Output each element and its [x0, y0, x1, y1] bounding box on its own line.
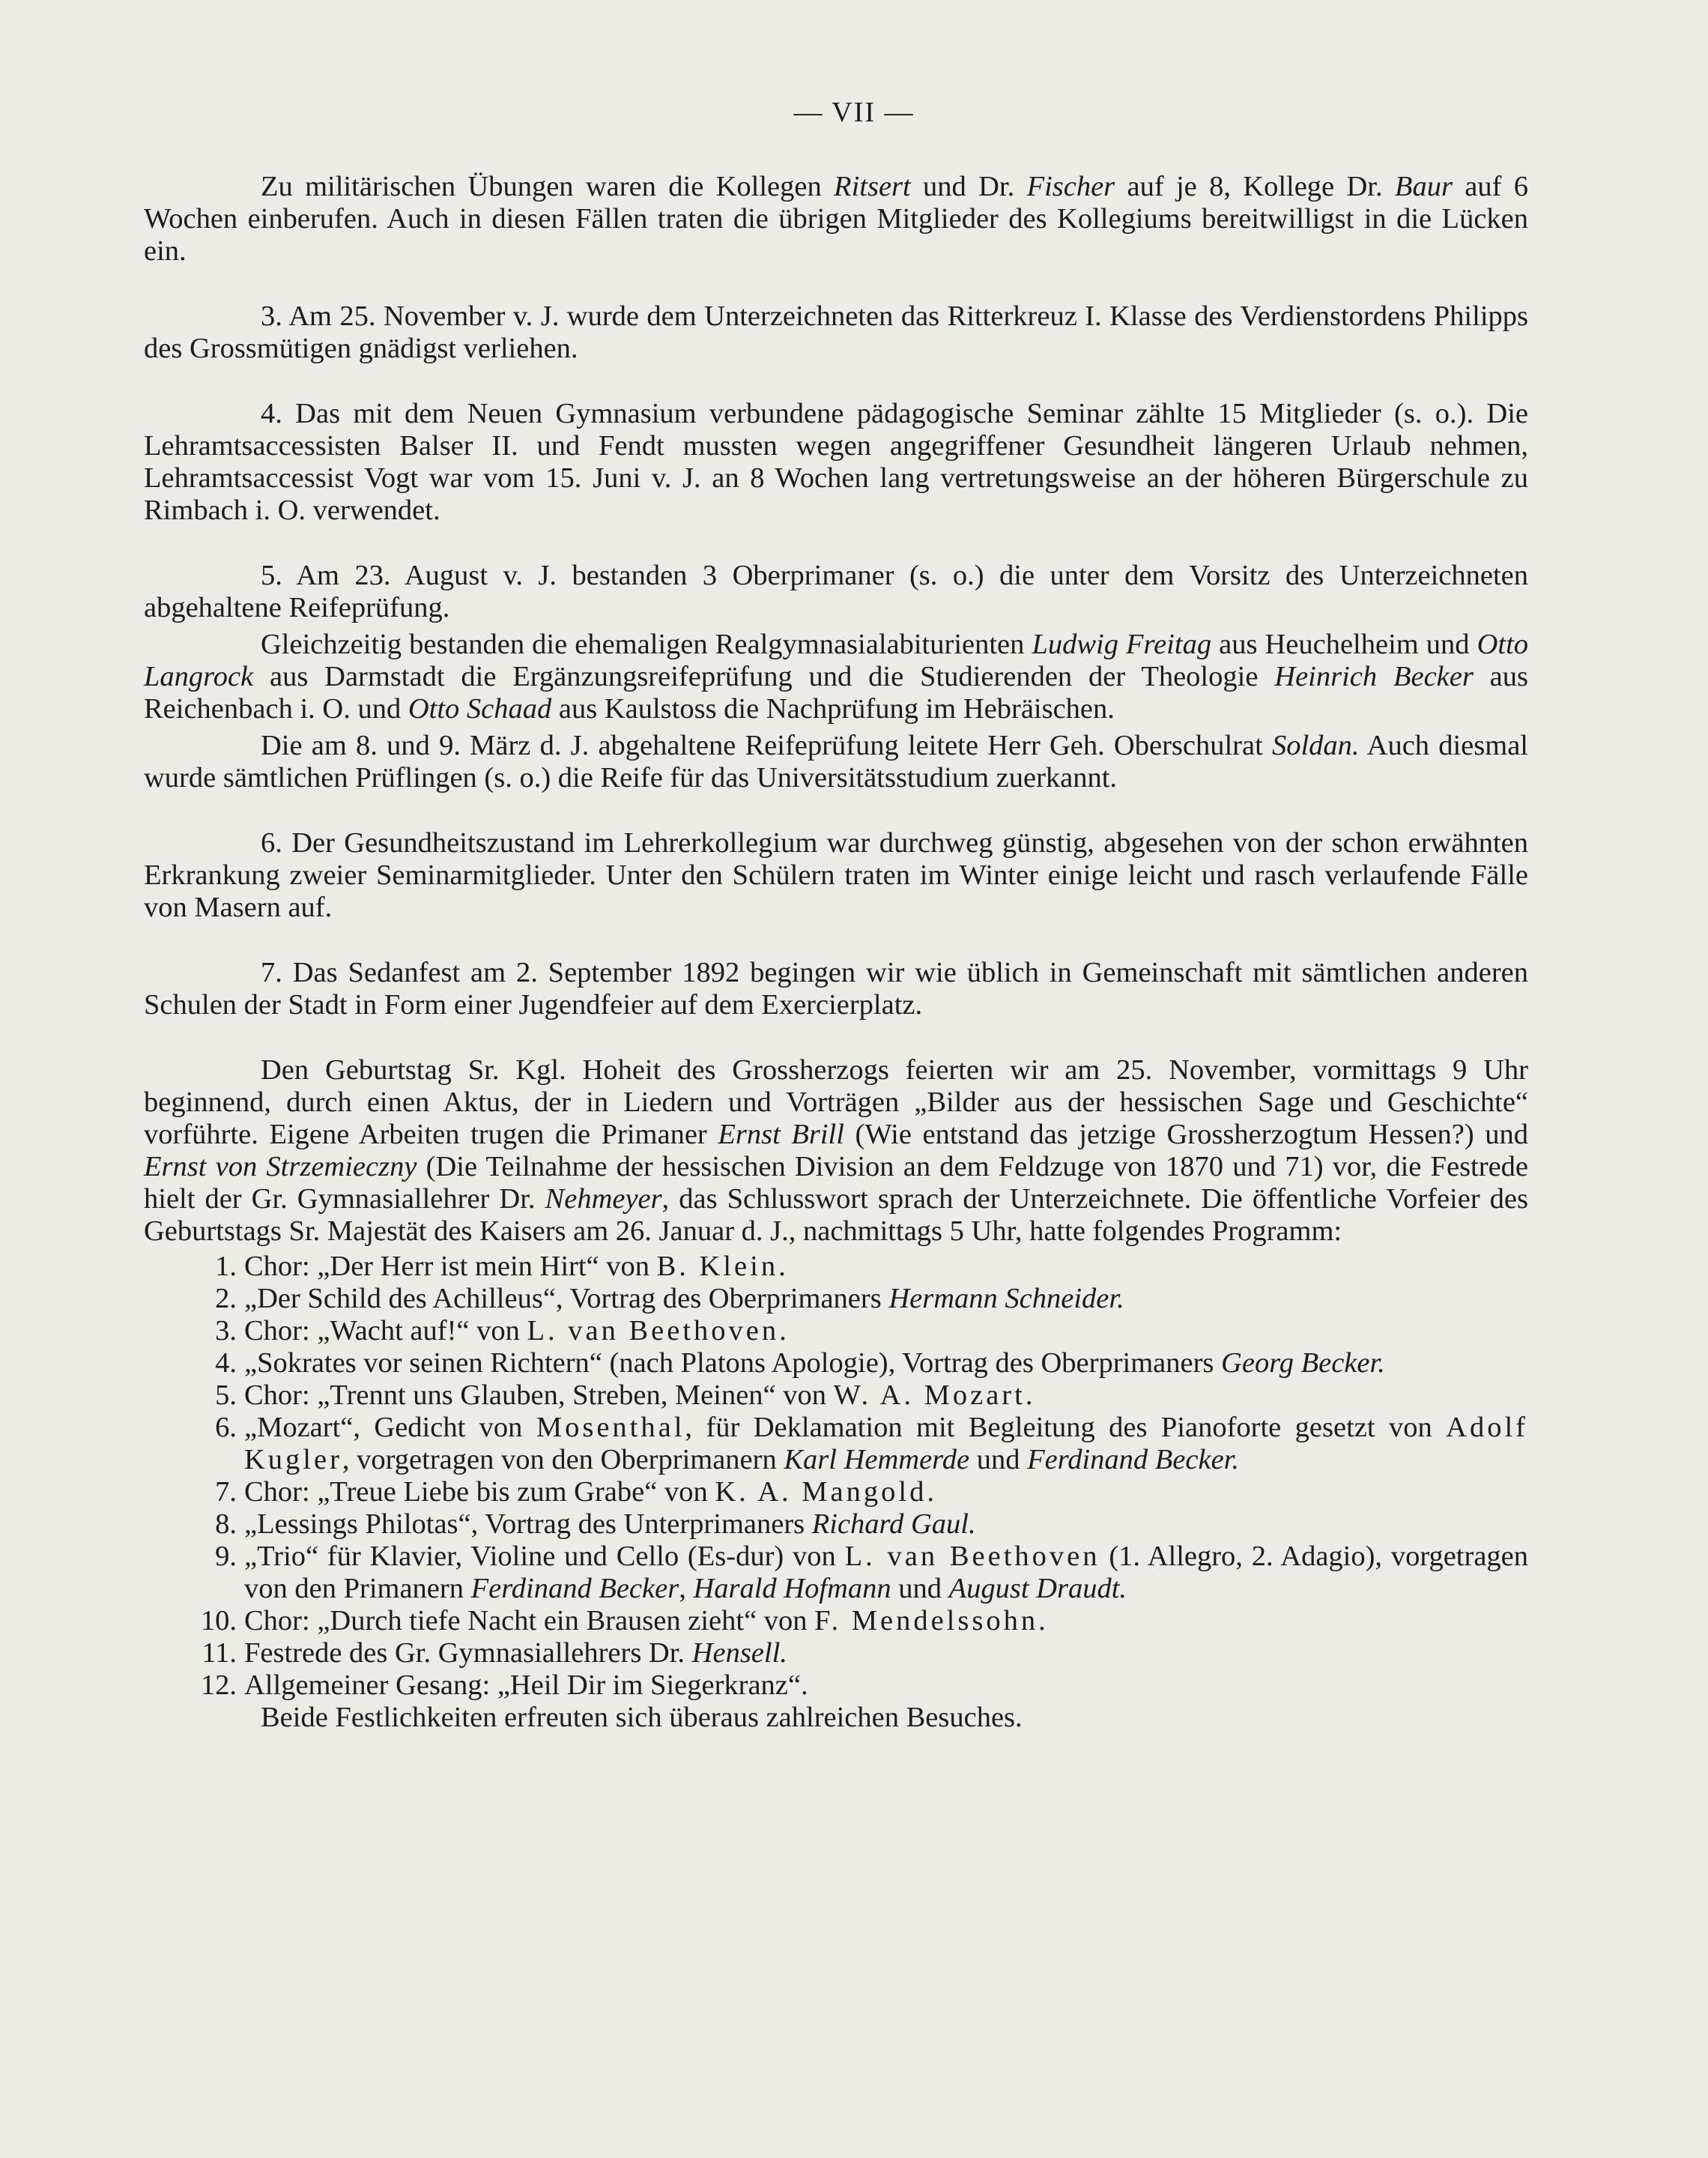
person-name: August Draudt. — [948, 1573, 1127, 1604]
person-name: Ferdinand Becker. — [1027, 1444, 1240, 1475]
program-item: 3. Chor: „Wacht auf!“ von L. van Beethoven. — [215, 1315, 787, 1347]
program-item: 7. Chor: „Treue Liebe bis zum Grabe“ von K. A. Mangold. — [215, 1476, 934, 1508]
person-name: Fischer — [1026, 171, 1115, 202]
program-item: 11. Festrede des Gr. Gymnasiallehrers Dr. Hensell. — [202, 1637, 787, 1669]
person-name: Ludwig Freitag — [1032, 629, 1212, 660]
paragraph-military-exercises: Zu militärischen Übungen waren die Kollegen Ritsert und Dr. Fischer auf je 8, Kollege Dr. Baur auf 6 Wochen einberufen. Auch in diesen Fällen traten die übrigen Mitglieder des Kollegiums bereitwilligst in die Lücken ein. — [144, 171, 1528, 267]
program-item: 6. „Mozart“, Gedicht von Mosenthal, für Deklamation mit Begleitung des Pianoforte gesetzt von Adolf Kugler, vorgetragen von den Oberprimanern Karl Hemmerde und Ferdinand Becker. — [215, 1412, 1528, 1475]
composer-name: B. Klein — [656, 1251, 779, 1282]
person-name: Baur — [1394, 171, 1453, 202]
program-list — [144, 1251, 1528, 1702]
author-name: Mosenthal — [536, 1412, 685, 1443]
program-item: 5. Chor: „Trennt uns Glauben, Streben, Meinen“ von W. A. Mozart. — [215, 1379, 1033, 1411]
page-body — [144, 171, 1528, 1734]
person-name: Hensell. — [691, 1637, 787, 1669]
paragraph-section-4: 4. Das mit dem Neuen Gymnasium verbundene pädagogische Seminar zählte 15 Mitglieder (s. o.). Die Lehramtsaccessisten Balser II. und Fendt mussten wegen angegriffener Gesundheit längeren Urlaub nehmen, Lehramtsaccessist Vogt war vom 15. Juni v. J. an 8 Wochen lang vertretungsweise an der höheren Bürgerschule zu Rimbach i. O. verwendet. — [144, 398, 1528, 526]
page-number: — VII — — [793, 97, 915, 128]
person-name: Ferdinand Becker — [470, 1573, 679, 1604]
person-name: Ernst von Strzemieczny — [144, 1151, 417, 1182]
person-name: Hermann Schneider. — [888, 1283, 1124, 1314]
person-name: Otto Langrock — [144, 629, 1529, 692]
composer-name: F. Mendelssohn — [814, 1605, 1039, 1636]
person-name: Richard Gaul. — [811, 1508, 976, 1540]
paragraph-section-6: 6. Der Gesundheitszustand im Lehrerkollegium war durchweg günstig, abgesehen von der schon erwähnten Erkrankung zweier Seminarmitglieder. Unter den Schülern traten im Winter einige leicht und rasch verlaufende Fälle von Masern auf. — [144, 827, 1528, 923]
paragraph-supplementary-exams: Gleichzeitig bestanden die ehemaligen Realgymnasialabiturienten Ludwig Freitag aus Heuchelheim und Otto Langrock aus Darmstadt die Ergänzungsreifeprüfung und die Studierenden der Theologie Heinrich Becker aus Reichenbach i. O. und Otto Schaad aus Kaulstoss die Nachprüfung im Hebräischen. — [144, 629, 1529, 725]
paragraph-march-exam: Die am 8. und 9. März d. J. abgehaltene Reifeprüfung leitete Herr Geh. Oberschulrat Soldan. Auch diesmal wurde sämtlichen Prüflingen (s. o.) die Reife für das Universitätsstudium zuerkannt. — [144, 730, 1528, 794]
closing-sentence: Beide Festlichkeiten erfreuten sich überaus zahlreichen Besuches. — [261, 1702, 1023, 1733]
program-item: 12. Allgemeiner Gesang: „Heil Dir im Siegerkranz“. — [200, 1669, 808, 1701]
paragraph-birthday-celebrations: Den Geburtstag Sr. Kgl. Hoheit des Grossherzogs feierten wir am 25. November, vormittags 9 Uhr beginnend, durch einen Aktus, der in Liedern und Vorträgen „Bilder aus der hessischen Sage und Geschichte“ vorführte. Eigene Arbeiten trugen die Primaner Ernst Brill (Wie entstand das jetzige Grossherzogtum Hessen?) und Ernst von Strzemieczny (Die Teilnahme der hessischen Division an dem Feldzuge von 1870 und 71) vor, die Festrede hielt der Gr. Gymnasiallehrer Dr. Nehmeyer, das Schlusswort sprach der Unterzeichnete. Die öffentliche Vorfeier des Geburtstags Sr. Majestät des Kaisers am 26. Januar d. J., nachmittags 5 Uhr, hatte folgendes Programm: — [144, 1054, 1529, 1247]
person-name: Karl Hemmerde — [784, 1444, 970, 1475]
person-name: Harald Hofmann — [693, 1573, 891, 1604]
program-item: 4. „Sokrates vor seinen Richtern“ (nach Platons Apologie), Vortrag des Oberprimaners Georg Becker. — [215, 1347, 1385, 1379]
program-item: 1. Chor: „Der Herr ist mein Hirt“ von B. Klein. — [215, 1251, 786, 1282]
person-name: Ritsert — [834, 171, 911, 202]
paragraph-section-7: 7. Das Sedanfest am 2. September 1892 begingen wir wie üblich in Gemeinschaft mit sämtlichen anderen Schulen der Stadt in Form einer Jugendfeier auf dem Exercierplatz. — [144, 957, 1528, 1021]
person-name: Nehmeyer — [545, 1183, 662, 1215]
paragraph-section-5: 5. Am 23. August v. J. bestanden 3 Oberprimaner (s. o.) die unter dem Vorsitz des Unterzeichneten abgehaltene Reifeprüfung. — [144, 560, 1528, 623]
composer-name: W. A. Mozart — [833, 1379, 1026, 1411]
program-item: 10. Chor: „Durch tiefe Nacht ein Brausen zieht“ von F. Mendelssohn. — [200, 1605, 1046, 1636]
composer-name: L. van Beethoven — [844, 1541, 1100, 1572]
program-item: 2. „Der Schild des Achilleus“, Vortrag des Oberprimaners Hermann Schneider. — [215, 1283, 1124, 1314]
composer-name: L. van Beethoven — [527, 1315, 780, 1347]
program-item: 9. „Trio“ für Klavier, Violine und Cello (Es-dur) von L. van Beethoven (1. Allegro, 2. Adagio), vorgetragen von den Primanern Ferdinand Becker, Harald Hofmann und August Draudt. — [215, 1541, 1528, 1604]
person-name: Soldan. — [1271, 730, 1360, 761]
composer-name: Adolf Kugler — [244, 1412, 1528, 1475]
composer-name: K. A. Mangold — [715, 1476, 927, 1508]
paragraph-section-3: 3. Am 25. November v. J. wurde dem Unterzeichneten das Ritterkreuz I. Klasse des Verdienstordens Philipps des Grossmütigen gnädigst verliehen. — [144, 300, 1528, 364]
person-name: Ernst Brill — [718, 1119, 844, 1150]
person-name: Georg Becker. — [1221, 1347, 1385, 1379]
person-name: Otto Schaad — [408, 693, 552, 725]
program-item: 8. „Lessings Philotas“, Vortrag des Unterprimaners Richard Gaul. — [215, 1508, 976, 1540]
person-name: Heinrich Becker — [1274, 661, 1474, 692]
